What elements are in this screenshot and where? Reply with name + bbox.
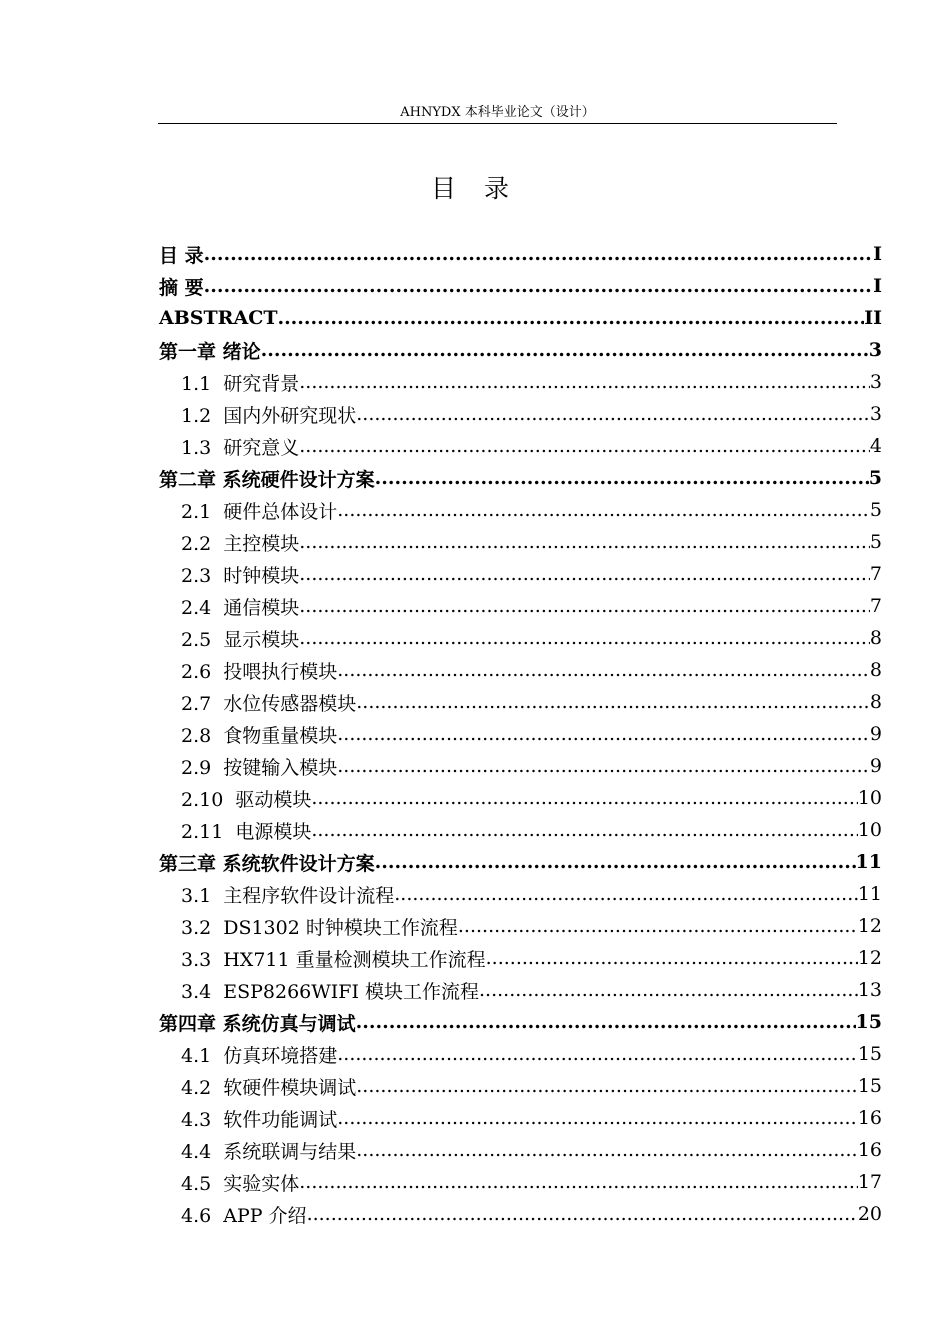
- toc-page-number: 15: [855, 1011, 882, 1033]
- toc-entry-label: 3.2 DS1302 时钟模块工作流程: [181, 916, 458, 939]
- toc-leader-dots: [486, 942, 858, 974]
- toc-leader-dots: [394, 878, 858, 910]
- toc-page-number: 10: [857, 787, 882, 809]
- toc-page-number: 3: [869, 371, 882, 393]
- toc-entry-number: 2.6: [181, 660, 212, 683]
- toc-entry[interactable]: [159, 1070, 882, 1102]
- toc-leader-dots: [299, 1166, 858, 1198]
- toc-entry[interactable]: [159, 878, 882, 910]
- toc-entry[interactable]: [159, 558, 882, 590]
- toc-entry-number: 2.7: [181, 692, 212, 715]
- toc-leader-dots: [356, 686, 870, 718]
- toc-leader-dots: [299, 622, 870, 654]
- toc-page-number: 17: [857, 1171, 882, 1193]
- toc-page-number: 7: [869, 563, 882, 585]
- toc-entry-label: 第四章 系统仿真与调试: [159, 1012, 356, 1035]
- toc-leader-dots: [307, 1198, 858, 1230]
- toc-page-number: II: [864, 307, 882, 329]
- running-header: AHNYDX 本科毕业论文（设计）: [400, 105, 595, 120]
- toc-page-number: 7: [869, 595, 882, 617]
- toc-leader-dots: [337, 494, 870, 526]
- toc-entry-label: 2.9 按键输入模块: [181, 756, 338, 779]
- toc-leader-dots: [337, 750, 870, 782]
- toc-page-number: 11: [857, 883, 882, 905]
- toc-entry-number: 3.3: [181, 948, 212, 971]
- toc-entry-label: 2.5 显示模块: [181, 628, 300, 651]
- toc-entry[interactable]: [159, 1102, 882, 1134]
- toc-entry-label: 2.10 驱动模块: [181, 788, 312, 811]
- toc-entry[interactable]: [159, 302, 882, 334]
- toc-entry[interactable]: [159, 238, 882, 270]
- toc-leader-dots: [375, 462, 869, 494]
- toc-entry-number: 1.3: [181, 436, 212, 459]
- toc-entry-label: 目 录: [159, 244, 204, 267]
- toc-entry[interactable]: [159, 654, 882, 686]
- toc-entry-label: 4.2 软硬件模块调试: [181, 1076, 357, 1099]
- toc-leader-dots: [311, 782, 857, 814]
- toc-entry-label: 2.2 主控模块: [181, 532, 300, 555]
- toc-entry[interactable]: [159, 686, 882, 718]
- toc-entry[interactable]: [159, 1134, 882, 1166]
- toc-entry[interactable]: [159, 782, 882, 814]
- toc-entry-number: 3.2: [181, 916, 212, 939]
- table-of-contents: [159, 238, 882, 1230]
- toc-leader-dots: [356, 1070, 858, 1102]
- toc-entry-label: 3.4 ESP8266WIFI 模块工作流程: [181, 980, 480, 1003]
- toc-entry[interactable]: [159, 622, 882, 654]
- toc-page-number: 13: [857, 979, 882, 1001]
- toc-page-number: 5: [869, 531, 882, 553]
- toc-leader-dots: [356, 1134, 858, 1166]
- toc-entry-number: 2.1: [181, 500, 212, 523]
- toc-entry-label: 4.5 实验实体: [181, 1172, 300, 1195]
- toc-entry-label: 1.3 研究意义: [181, 436, 300, 459]
- toc-leader-dots: [337, 718, 870, 750]
- toc-entry-number: 2.9: [181, 756, 212, 779]
- header-rule: [158, 123, 837, 124]
- toc-entry[interactable]: [159, 718, 882, 750]
- toc-entry[interactable]: [159, 334, 882, 366]
- toc-entry-label: 2.1 硬件总体设计: [181, 500, 338, 523]
- toc-page-number: 8: [869, 691, 882, 713]
- toc-page-number: 5: [868, 467, 882, 489]
- toc-entry-number: 2.11: [181, 820, 224, 843]
- toc-entry[interactable]: [159, 814, 882, 846]
- toc-page-number: 9: [869, 755, 882, 777]
- toc-page-number: 16: [857, 1107, 882, 1129]
- toc-page-number: 8: [869, 627, 882, 649]
- toc-entry-number: 2.10: [181, 788, 224, 811]
- toc-entry-label: 摘 要: [159, 276, 204, 299]
- toc-entry[interactable]: [159, 846, 882, 878]
- toc-entry[interactable]: [159, 1198, 882, 1230]
- toc-leader-dots: [299, 366, 870, 398]
- toc-entry[interactable]: [159, 526, 882, 558]
- toc-page-number: 15: [857, 1075, 882, 1097]
- toc-page-number: 11: [855, 851, 882, 873]
- toc-leader-dots: [204, 270, 873, 302]
- toc-entry[interactable]: [159, 1166, 882, 1198]
- toc-entry-number: 2.4: [181, 596, 212, 619]
- toc-entry-label: 4.6 APP 介绍: [181, 1204, 307, 1227]
- toc-page-number: 12: [857, 915, 882, 937]
- toc-entry-number: 2.2: [181, 532, 212, 555]
- page-title: 目 录: [431, 174, 519, 203]
- toc-entry[interactable]: [159, 1038, 882, 1070]
- toc-entry-label: 2.3 时钟模块: [181, 564, 300, 587]
- toc-entry[interactable]: [159, 750, 882, 782]
- toc-entry-label: 2.8 食物重量模块: [181, 724, 338, 747]
- toc-leader-dots: [458, 910, 858, 942]
- toc-page-number: 3: [868, 339, 882, 361]
- toc-entry-number: 4.4: [181, 1140, 212, 1163]
- toc-entry-label: 2.4 通信模块: [181, 596, 300, 619]
- toc-entry[interactable]: [159, 590, 882, 622]
- toc-entry-label: ABSTRACT: [159, 307, 278, 329]
- toc-entry-number: 2.3: [181, 564, 212, 587]
- toc-entry[interactable]: [159, 910, 882, 942]
- toc-entry-label: 2.7 水位传感器模块: [181, 692, 357, 715]
- toc-entry-number: 4.5: [181, 1172, 212, 1195]
- toc-leader-dots: [356, 398, 870, 430]
- toc-entry[interactable]: [159, 398, 882, 430]
- toc-entry-number: 4.6: [181, 1204, 212, 1227]
- toc-entry-number: 4.1: [181, 1044, 212, 1067]
- toc-leader-dots: [299, 526, 870, 558]
- toc-page-number: 4: [869, 435, 882, 457]
- toc-page-number: I: [873, 243, 882, 265]
- toc-entry[interactable]: [159, 366, 882, 398]
- toc-entry-number: 2.8: [181, 724, 212, 747]
- toc-page-number: 9: [869, 723, 882, 745]
- toc-leader-dots: [299, 558, 870, 590]
- toc-entry-label: 4.3 软件功能调试: [181, 1108, 338, 1131]
- toc-entry-number: 1.1: [181, 372, 212, 395]
- toc-leader-dots: [261, 334, 869, 366]
- toc-leader-dots: [299, 590, 870, 622]
- toc-leader-dots: [337, 654, 870, 686]
- toc-leader-dots: [337, 1102, 858, 1134]
- toc-leader-dots: [311, 814, 857, 846]
- toc-entry-number: 4.3: [181, 1108, 212, 1131]
- toc-page-number: 15: [857, 1043, 882, 1065]
- toc-leader-dots: [375, 846, 856, 878]
- toc-entry-label: 第二章 系统硬件设计方案: [159, 468, 375, 491]
- toc-entry[interactable]: [159, 974, 882, 1006]
- toc-entry-label: 3.1 主程序软件设计流程: [181, 884, 395, 907]
- toc-entry-label: 4.1 仿真环境搭建: [181, 1044, 338, 1067]
- toc-entry-label: 2.11 电源模块: [181, 820, 312, 843]
- toc-page-number: 10: [857, 819, 882, 841]
- toc-leader-dots: [479, 974, 858, 1006]
- toc-entry[interactable]: [159, 462, 882, 494]
- toc-page-number: 5: [869, 499, 882, 521]
- toc-page-number: 12: [857, 947, 882, 969]
- toc-page-number: 20: [857, 1203, 882, 1225]
- toc-leader-dots: [299, 430, 870, 462]
- toc-page-number: I: [873, 275, 882, 297]
- toc-entry-label: 4.4 系统联调与结果: [181, 1140, 357, 1163]
- toc-leader-dots: [277, 302, 864, 334]
- toc-entry-number: 3.4: [181, 980, 212, 1003]
- toc-leader-dots: [204, 238, 873, 270]
- toc-entry-label: 第一章 绪论: [159, 340, 261, 363]
- toc-entry[interactable]: [159, 270, 882, 302]
- toc-entry[interactable]: [159, 430, 882, 462]
- toc-entry-label: 第三章 系统软件设计方案: [159, 852, 375, 875]
- toc-leader-dots: [337, 1038, 858, 1070]
- toc-entry[interactable]: [159, 942, 882, 974]
- toc-entry-label: 1.2 国内外研究现状: [181, 404, 357, 427]
- toc-entry-number: 2.5: [181, 628, 212, 651]
- toc-entry-number: 1.2: [181, 404, 212, 427]
- toc-leader-dots: [356, 1006, 856, 1038]
- toc-entry-label: 1.1 研究背景: [181, 372, 300, 395]
- toc-entry[interactable]: [159, 494, 882, 526]
- toc-entry-number: 4.2: [181, 1076, 212, 1099]
- toc-entry[interactable]: [159, 1006, 882, 1038]
- toc-entry-label: 2.6 投喂执行模块: [181, 660, 338, 683]
- toc-entry-number: 3.1: [181, 884, 212, 907]
- toc-page-number: 8: [869, 659, 882, 681]
- toc-page-number: 16: [857, 1139, 882, 1161]
- toc-page-number: 3: [869, 403, 882, 425]
- toc-entry-label: 3.3 HX711 重量检测模块工作流程: [181, 948, 486, 971]
